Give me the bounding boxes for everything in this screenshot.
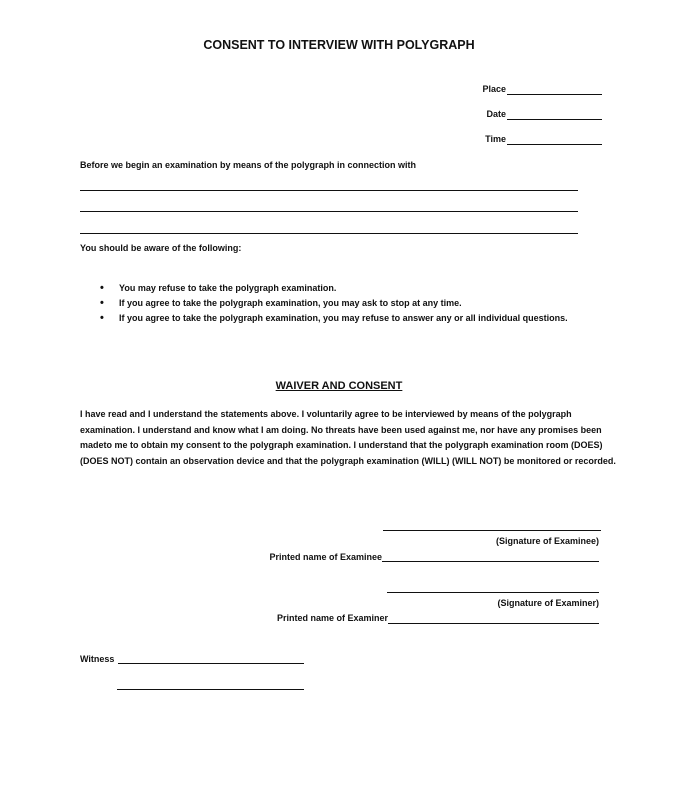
place-label: Place	[482, 84, 506, 94]
date-label: Date	[486, 109, 506, 119]
printed-examinee-label: Printed name of Examinee	[269, 552, 382, 562]
witness-field[interactable]	[118, 663, 304, 664]
examiner-signature-field[interactable]	[387, 592, 599, 593]
printed-examinee-field[interactable]	[382, 561, 599, 562]
time-field[interactable]	[507, 144, 602, 145]
waiver-heading: WAIVER AND CONSENT	[275, 380, 403, 392]
witness-field-2[interactable]	[117, 689, 304, 690]
list-item: • You may refuse to take the polygraph examination.	[100, 281, 570, 296]
witness-label: Witness	[80, 654, 115, 664]
rights-list	[100, 281, 570, 326]
page-title: CONSENT TO INTERVIEW WITH POLYGRAPH	[203, 38, 475, 52]
connection-line-2[interactable]	[80, 211, 578, 212]
printed-examiner-field[interactable]	[388, 623, 599, 624]
place-field[interactable]	[507, 94, 602, 95]
waiver-paragraph: I have read and I understand the statements above. I voluntarily agree to be interviewed by means of the polygraph examination. I understand and know what I am doing. No threats have been used against me, nor have any promises been madeto me to obtain my consent to the polygraph examination. I understand that the polygraph examination room (DOES) (DOES NOT) contain an observation device and that the polygraph examination (WILL) (WILL NOT) be monitored or recorded.	[80, 409, 616, 466]
aware-text: You should be aware of the following:	[80, 243, 242, 253]
list-item: • If you agree to take the polygraph examination, you may ask to stop at any time.	[100, 296, 570, 311]
intro-text: Before we begin an examination by means of the polygraph in connection with	[80, 160, 417, 170]
date-field[interactable]	[507, 119, 602, 120]
connection-line-3[interactable]	[80, 233, 578, 234]
signature-examiner-label: (Signature of Examiner)	[497, 598, 599, 608]
connection-line-1[interactable]	[80, 190, 578, 191]
time-label: Time	[485, 134, 506, 144]
examinee-signature-field[interactable]	[383, 530, 601, 531]
list-item: • If you agree to take the polygraph examination, you may refuse to answer any or all individual questions.	[100, 311, 570, 326]
signature-examinee-label: (Signature of Examinee)	[495, 536, 599, 546]
printed-examiner-label: Printed name of Examiner	[276, 613, 388, 623]
